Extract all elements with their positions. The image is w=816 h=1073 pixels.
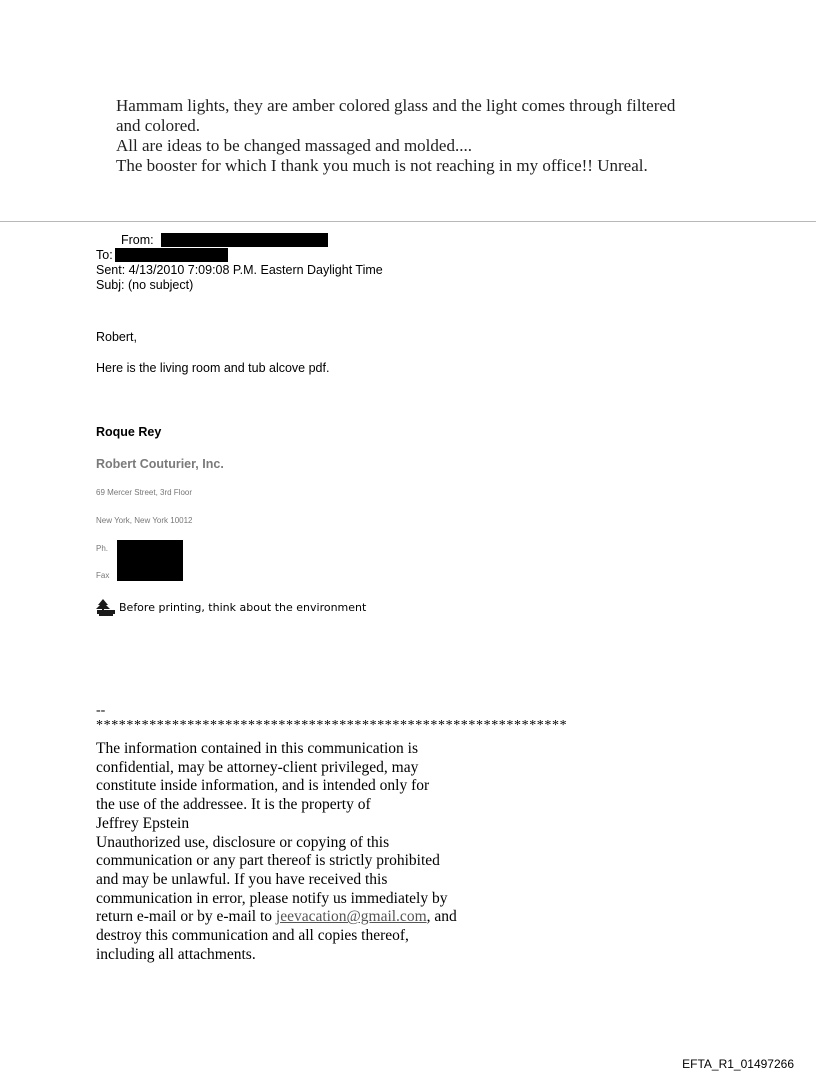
separator-stars: ************************************************************** — [96, 718, 568, 733]
return-prefix: return e-mail or by e-mail to — [96, 908, 276, 926]
environment-note — [96, 599, 366, 616]
intro-line: Hammam lights, they are amber colored glass and the light comes through filtered — [116, 96, 676, 115]
address-line-1: 69 Mercer Street, 3rd Floor — [96, 488, 193, 497]
tree-printer-icon — [96, 599, 116, 616]
environment-note-text: Before printing, think about the environment — [119, 601, 367, 614]
disclaimer-line: constitute inside information, and is intended only for — [96, 777, 430, 795]
disclaimer-line: and may be unlawful. If you have received this — [96, 870, 388, 888]
disclaimer-line — [96, 908, 516, 927]
separator-dashes: -- — [96, 703, 106, 718]
divider — [0, 221, 816, 222]
message: Here is the living room and tub alcove pdf. — [96, 361, 330, 375]
document-id: EFTA_R1_01497266 — [682, 1057, 794, 1071]
disclaimer-line: the use of the addressee. It is the property of — [96, 796, 371, 814]
fax-label: Fax — [96, 571, 110, 580]
return-suffix: , and — [426, 908, 457, 926]
disclaimer-line: communication or any part thereof is strictly prohibited — [96, 852, 440, 870]
phone-label: Ph. — [96, 544, 109, 553]
address-line-2: New York, New York 10012 — [96, 516, 193, 525]
disclaimer-line: destroy this communication and all copies thereof, — [96, 927, 409, 945]
disclaimer-line: including all attachments. — [96, 945, 256, 963]
disclaimer-line: The information contained in this communication is — [96, 740, 418, 757]
redaction-to — [115, 248, 228, 262]
from-label: From: — [121, 233, 154, 247]
greeting: Robert, — [96, 330, 137, 344]
to-label: To: — [96, 248, 113, 262]
intro-line: All are ideas to be changed massaged and molded.... — [116, 136, 472, 155]
intro-paragraph — [116, 96, 736, 176]
disclaimer-line: confidential, may be attorney-client privileged, may — [96, 758, 419, 776]
disclaimer-line: Jeffrey Epstein — [96, 814, 190, 832]
disclaimer-line: communication in error, please notify us immediately by — [96, 889, 448, 907]
redaction-phone-fax — [117, 540, 183, 581]
intro-line: The booster for which I thank you much is not reaching in my office!! Unreal. — [116, 156, 648, 175]
email-link[interactable]: jeevacation@gmail.com — [275, 908, 427, 926]
sent-line: Sent: 4/13/2010 7:09:08 P.M. Eastern Daylight Time — [96, 263, 383, 277]
redaction-from — [161, 233, 328, 247]
disclaimer — [96, 740, 516, 964]
intro-line: and colored. — [116, 116, 201, 135]
signature-company: Robert Couturier, Inc. — [96, 457, 224, 471]
disclaimer-line: Unauthorized use, disclosure or copying of this — [96, 833, 390, 851]
signature-name: Roque Rey — [96, 425, 162, 439]
subject-line: Subj: (no subject) — [96, 278, 194, 292]
